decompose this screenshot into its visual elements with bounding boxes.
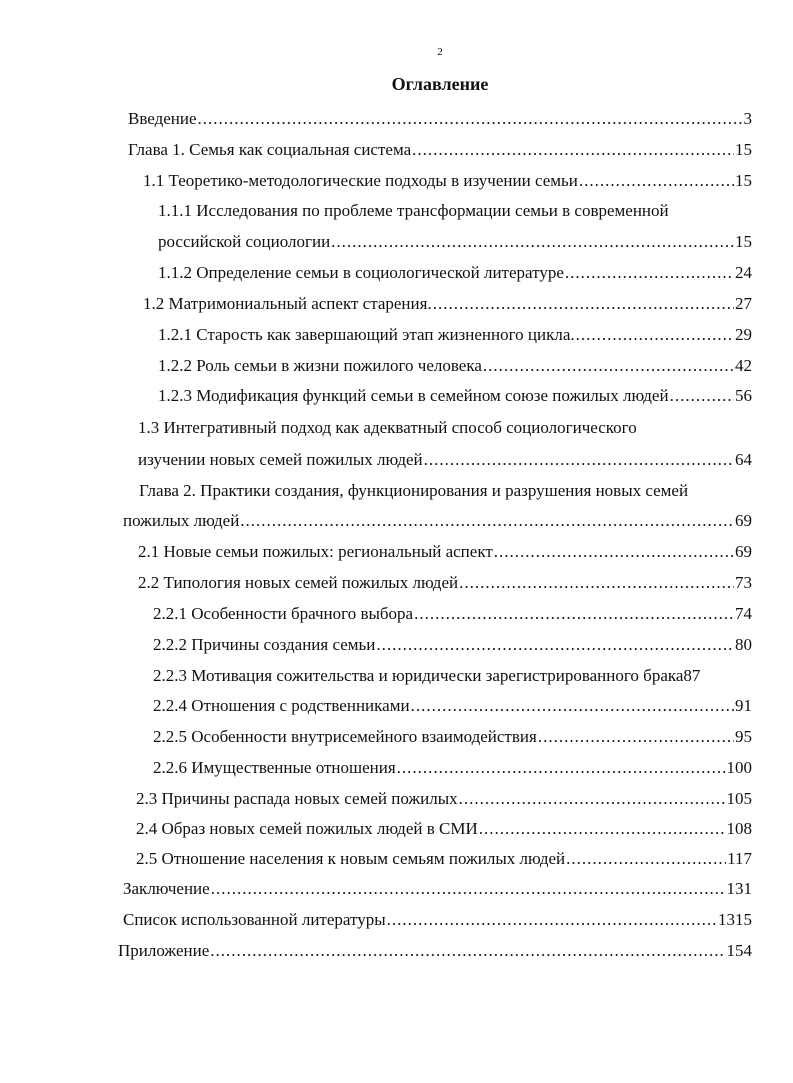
toc-entry-title: Заключение (123, 879, 210, 898)
toc-entry-page: 73 (735, 573, 752, 592)
toc-entry-title: 1.2.1 Старость как завершающий этап жизненного цикла. (158, 325, 575, 344)
toc-entry-page: 42 (735, 356, 752, 375)
toc-entry-page: 15 (735, 232, 752, 251)
toc-entry-title: 1.1.1 Исследования по проблеме трансформации семьи в современной (158, 201, 669, 220)
toc-entry-title: Введение (128, 109, 197, 128)
toc-leader (414, 601, 734, 627)
toc-leader (433, 291, 734, 317)
toc-entry-title: 2.2.1 Особенности брачного выбора (153, 604, 414, 623)
toc-entry-page: 87 (683, 666, 701, 685)
toc-entry-title: 2.2.3 Мотивация сожительства и юридически зарегистрированного брака (153, 666, 684, 685)
toc-entry (153, 601, 752, 627)
toc-entry-title: изучении новых семей пожилых людей (138, 450, 423, 469)
toc-entry (138, 570, 752, 596)
toc-entry-page: 69 (735, 511, 752, 530)
toc-leader (566, 846, 726, 872)
toc-leader (579, 168, 734, 194)
toc-entry-title: 1.1 Теоретико-методологические подходы в изучении семьи (143, 171, 578, 190)
toc-entry (139, 478, 752, 504)
toc-entry-page: 100 (726, 758, 752, 777)
toc-leader (210, 938, 725, 964)
toc-entry (153, 724, 752, 750)
page-number: 2 (437, 46, 443, 58)
toc-entry-title: 2.2.6 Имущественные отношения (153, 758, 396, 777)
toc-entry-page: 80 (735, 635, 752, 654)
toc-entry-title: Список использованной литературы (123, 910, 386, 929)
toc-entry-title: 1.3 Интегративный подход как адекватный способ социологического (138, 418, 637, 437)
toc-entry (123, 907, 752, 933)
toc-entry-page: 64 (735, 450, 752, 469)
toc-entry-title: 1.1.2 Определение семьи в социологической литературе (158, 263, 564, 282)
toc-entry (123, 508, 752, 534)
toc-entry (158, 198, 752, 224)
toc-entry-page: 24 (735, 263, 752, 282)
toc-leader (479, 816, 726, 842)
toc-entry (128, 137, 752, 163)
toc-leader (240, 508, 734, 534)
toc-entry (143, 291, 752, 317)
toc-entry-title: Глава 1. Семья как социальная система (128, 140, 412, 159)
toc-entry-title: 2.2.4 Отношения с родственниками (153, 696, 410, 715)
toc-entry-page: 29 (735, 325, 752, 344)
toc-entry-page: 91 (735, 696, 752, 715)
toc-leader (331, 229, 734, 255)
toc-entry-title: 1.2.3 Модификация функций семьи в семейном союзе пожилых людей (158, 386, 669, 405)
toc-entry-title: 2.2.5 Особенности внутрисемейного взаимодействия (153, 727, 537, 746)
toc-entry-page: 131 (726, 879, 752, 898)
toc-entry (153, 632, 752, 658)
toc-leader (387, 907, 717, 933)
toc-entry-title: 1.2.2 Роль семьи в жизни пожилого человека (158, 356, 482, 375)
toc-leader (538, 724, 734, 750)
toc-entry-page: 74 (735, 604, 752, 623)
toc-entry-page: 69 (735, 542, 752, 561)
toc-entry-title: российской социологии (158, 232, 331, 251)
toc-leader (565, 260, 734, 286)
toc-entry-title: 1.2 Матримониальный аспект старения. (143, 294, 432, 313)
toc-entry (136, 786, 752, 812)
toc-entry-page: 15 (735, 171, 752, 190)
toc-entry (123, 876, 752, 902)
toc-entry-title: 2.5 Отношение населения к новым семьям пожилых людей (136, 849, 566, 868)
toc-entry-page: 154 (726, 941, 752, 960)
toc-entry-page: 108 (726, 819, 752, 838)
toc-leader (494, 539, 734, 565)
toc-entry (153, 755, 752, 781)
toc-entry-title: Глава 2. Практики создания, функционирования и разрушения новых семей (139, 481, 689, 500)
toc-entry (128, 106, 752, 132)
toc-entry-page: 1315 (718, 910, 752, 929)
toc-leader (424, 447, 734, 473)
toc-entry-page: 105 (726, 789, 752, 808)
toc-leader (411, 693, 734, 719)
toc-entry (138, 539, 752, 565)
toc-entry (136, 846, 752, 872)
toc-entry (118, 938, 752, 964)
toc-entry (158, 383, 752, 409)
toc-entry-title: 2.4 Образ новых семей пожилых людей в СМИ (136, 819, 478, 838)
toc-leader (576, 322, 734, 348)
toc-entry-title: 2.3 Причины распада новых семей пожилых (136, 789, 458, 808)
toc-leader (376, 632, 734, 658)
toc-entry (138, 415, 752, 441)
toc-leader (211, 876, 726, 902)
toc-entry (138, 447, 752, 473)
toc-entry-title: 2.2 Типология новых семей пожилых людей (138, 573, 459, 592)
toc-entry-page: 15 (735, 140, 752, 159)
toc-entry (158, 322, 752, 348)
toc-entry-page: 56 (735, 386, 752, 405)
toc-leader (412, 137, 734, 163)
toc-entry (153, 663, 752, 689)
toc-entry (158, 260, 752, 286)
toc-entry-page: 95 (735, 727, 752, 746)
toc-entry-title: 2.2.2 Причины создания семьи (153, 635, 376, 654)
toc-leader (483, 353, 734, 379)
toc-entry (158, 229, 752, 255)
toc-entry-title: пожилых людей (123, 511, 240, 530)
toc-entry (158, 353, 752, 379)
toc-entry-title: 2.1 Новые семьи пожилых: региональный аспект (138, 542, 493, 561)
toc-entry-page: 3 (743, 109, 752, 128)
toc-leader (670, 383, 734, 409)
toc-entry-page: 27 (735, 294, 752, 313)
toc-leader (198, 106, 743, 132)
toc-leader (459, 786, 726, 812)
toc-leader (397, 755, 726, 781)
page-title: Оглавление (391, 74, 489, 94)
toc-entry (136, 816, 752, 842)
toc-entry (143, 168, 752, 194)
toc-leader (459, 570, 734, 596)
toc-entry-title: Приложение (118, 941, 210, 960)
toc-entry (153, 693, 752, 719)
toc-entry-page: 117 (727, 849, 752, 868)
